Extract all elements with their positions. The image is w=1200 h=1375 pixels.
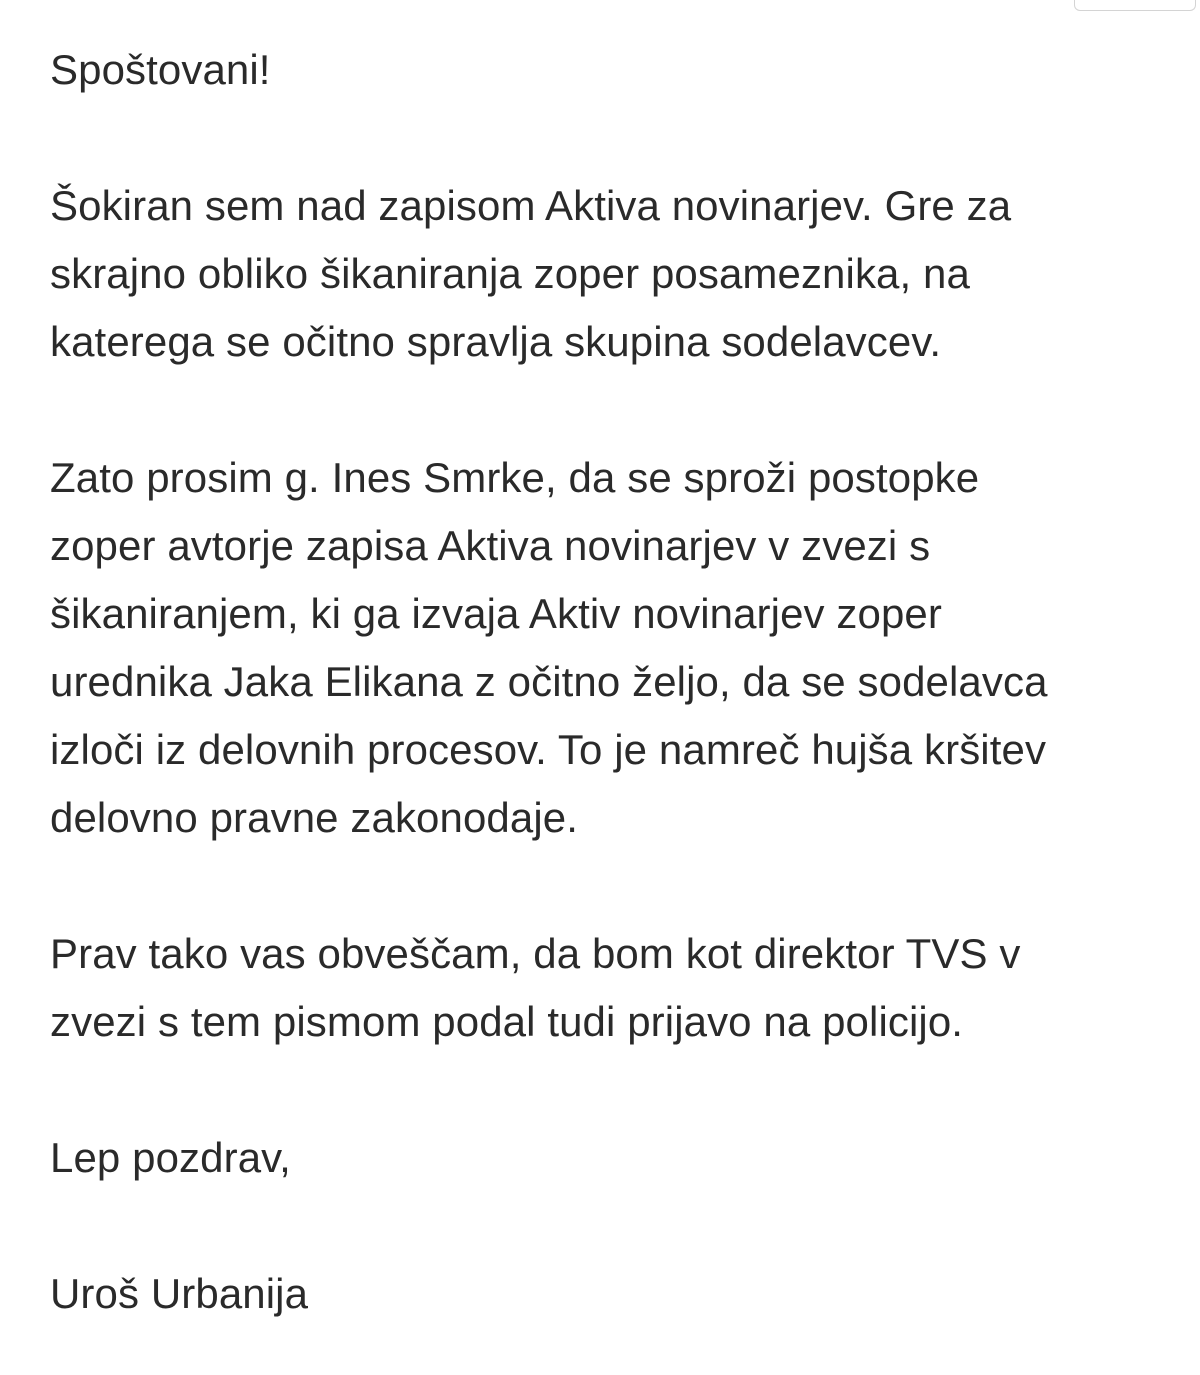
- text-line: zoper avtorje zapisa Aktiva novinarjev v zvezi s: [50, 522, 931, 569]
- paragraph-2: [50, 444, 1170, 852]
- text-line: izloči iz delovnih procesov. To je namreč hujša kršitev: [50, 726, 1047, 773]
- paragraph-3: [50, 920, 1170, 1056]
- signature: [50, 1260, 1170, 1328]
- text-line: katerega se očitno spravlja skupina sodelavcev.: [50, 318, 942, 365]
- corner-frame: [1074, 0, 1196, 11]
- closing-line: Lep pozdrav,: [50, 1134, 291, 1181]
- text-line: šikaniranjem, ki ga izvaja Aktiv novinarjev zoper: [50, 590, 942, 637]
- closing: [50, 1124, 1170, 1192]
- text-line: delovno pravne zakonodaje.: [50, 794, 578, 841]
- email-body: [50, 36, 1170, 1328]
- text-line: urednika Jaka Elikana z očitno željo, da se sodelavca: [50, 658, 1048, 705]
- text-line: skrajno obliko šikaniranja zoper posameznika, na: [50, 250, 970, 297]
- text-line: Zato prosim g. Ines Smrke, da se sproži postopke: [50, 454, 980, 501]
- text-line: zvezi s tem pismom podal tudi prijavo na policijo.: [50, 998, 964, 1045]
- text-line: Šokiran sem nad zapisom Aktiva novinarjev. Gre za: [50, 182, 1012, 229]
- signature-name: Uroš Urbanija: [50, 1270, 309, 1317]
- paragraph-1: [50, 172, 1170, 376]
- text-line: Prav tako vas obveščam, da bom kot direktor TVS v: [50, 930, 1021, 977]
- greeting-line: Spoštovani!: [50, 46, 271, 93]
- greeting: [50, 36, 1170, 104]
